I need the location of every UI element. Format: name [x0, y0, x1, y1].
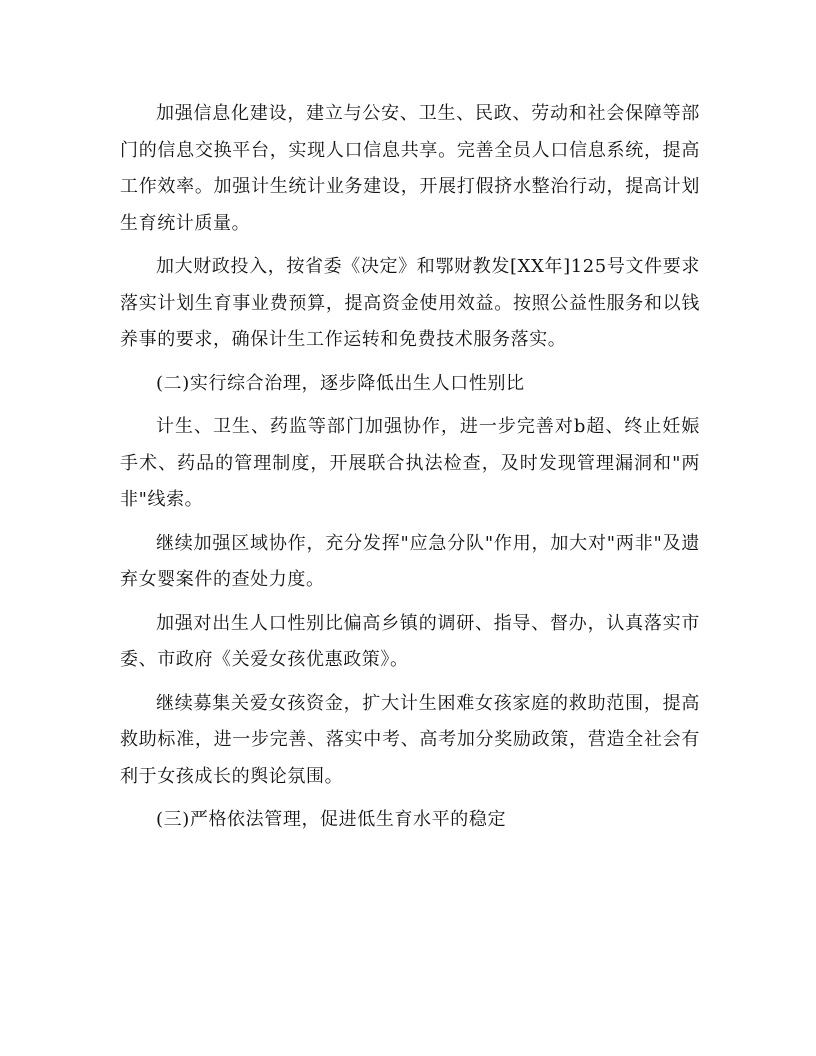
paragraph-regional-cooperation: 继续加强区域协作，充分发挥"应急分队"作用，加大对"两非"及遗弃女婴案件的查处力度。 [120, 532, 700, 590]
paragraph-department-cooperation: 计生、卫生、药监等部门加强协作，进一步完善对b超、终止妊娠手术、药品的管理制度，开展联合执法检查，及时发现管理漏洞和"两非"线索。 [120, 416, 700, 510]
paragraph-info-construction: 加强信息化建设，建立与公安、卫生、民政、劳动和社会保障等部门的信息交换平台，实现人口信息共享。完善全员人口信息系统，提高工作效率。加强计生统计业务建设，开展打假挤水整治行动，提高计划生育统计质量。 [120, 103, 700, 234]
paragraph-township-supervision: 加强对出生人口性别比偏高乡镇的调研、指导、督办，认真落实市委、市政府《关爱女孩优惠政策》。 [120, 612, 700, 670]
paragraph-care-for-girls-fund: 继续募集关爱女孩资金，扩大计生困难女孩家庭的救助范围，提高救助标准，进一步完善、落实中考、高考加分奖励政策，营造全社会有利于女孩成长的舆论氛围。 [120, 692, 700, 787]
section-heading-3: (三)严格依法管理，促进低生育水平的稳定 [156, 809, 507, 830]
paragraph-financial-investment: 加大财政投入，按省委《决定》和鄂财教发[XX年]125号文件要求落实计划生育事业费预算，提高资金使用效益。按照公益性服务和以钱养事的要求，确保计生工作运转和免费技术服务落实。 [120, 256, 700, 350]
document-body [120, 96, 700, 839]
section-heading-2: (二)实行综合治理，逐步降低出生人口性别比 [156, 372, 525, 394]
